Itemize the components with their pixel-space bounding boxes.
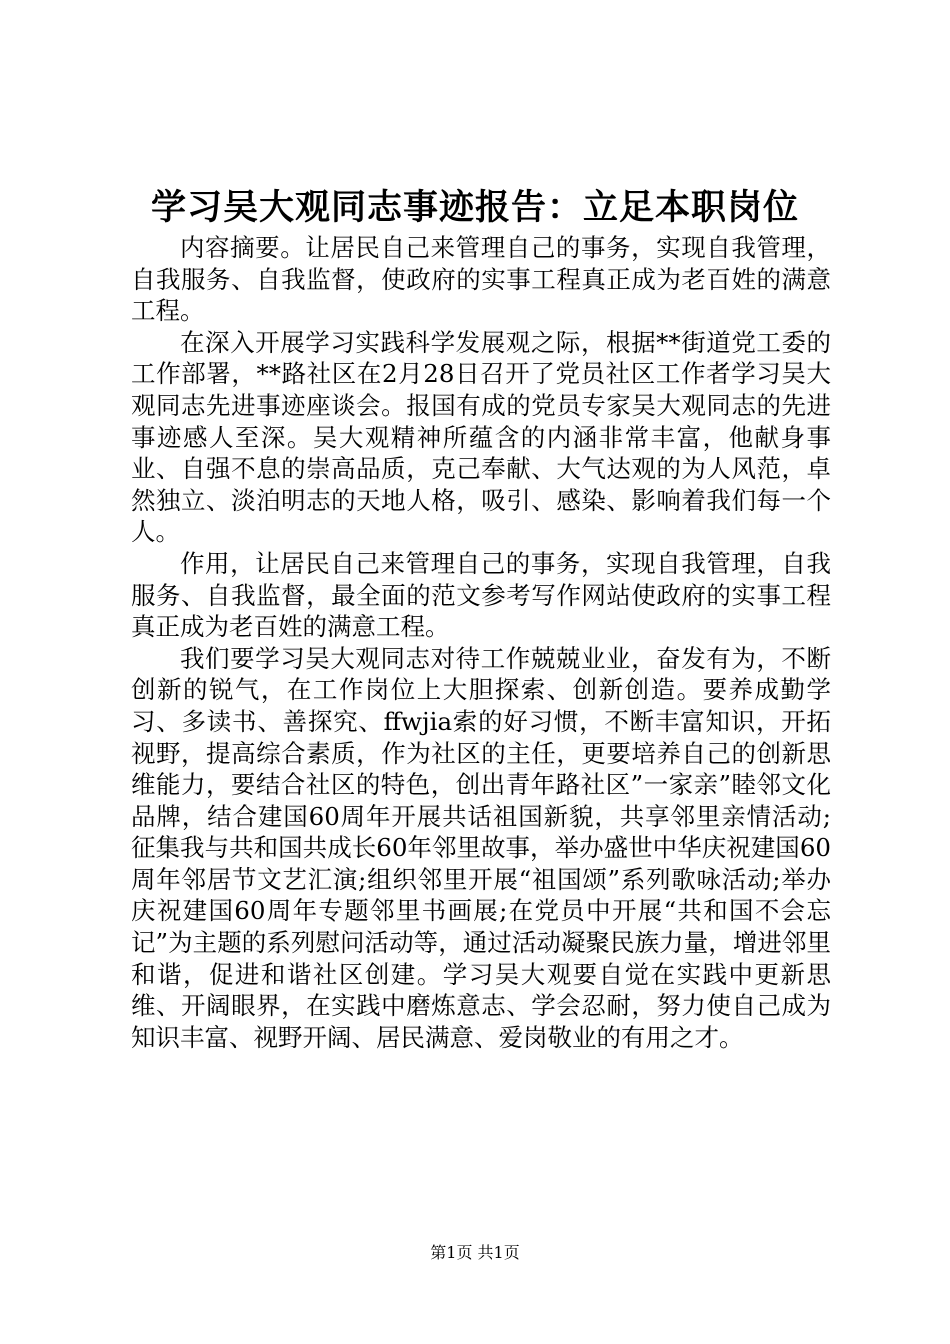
paragraph: 作用，让居民自己来管理自己的事务，实现自我管理，自我服务、自我监督，最全面的范文参考写作网站使政府的实事工程真正成为老百姓的满意工程。: [131, 548, 831, 642]
document-title: 学习吴大观同志事迹报告：立足本职岗位: [150, 187, 799, 228]
paragraph: 内容摘要。让居民自己来管理自己的事务，实现自我管理，自我服务、自我监督，使政府的实事工程真正成为老百姓的满意工程。: [131, 233, 831, 326]
paragraph: 在深入开展学习实践科学发展观之际，根据**街道党工委的工作部署，**路社区在2月28日召开了党员社区工作者学习吴大观同志先进事迹座谈会。报国有成的党员专家吴大观同志的先进事迹感人至深。吴大观精神所蕴含的内涵非常丰富，他献身事业、自强不息的崇高品质，克己奉献、大气达观的为人风范，卓然独立、淡泊明志的天地人格，吸引、感染、影响着我们每一个人。: [131, 327, 831, 547]
paragraph: 我们要学习吴大观同志对待工作兢兢业业，奋发有为，不断创新的锐气，在工作岗位上大胆探索、创新创造。要养成勤学习、多读书、善探究、ffwjia索的好习惯，不断丰富知识，开拓视野，提高综合素质，作为社区的主任，更要培养自己的创新思维能力，要结合社区的特色，创出青年路社区”一家亲”睦邻文化品牌，结合建国60周年开展共话祖国新貌，共享邻里亲情活动;征集我与共和国共成长60年邻里故事，举办盛世中华庆祝建国60周年邻居节文艺汇演;组织邻里开展“祖国颂”系列歌咏活动;举办庆祝建国60周年专题邻里书画展;在党员中开展“共和国不会忘记”为主题的系列慰问活动等，通过活动凝聚民族力量，增进邻里和谐，促进和谐社区创建。学习吴大观要自觉在实践中更新思维、开阔眼界，在实践中磨炼意志、学会忍耐，努力使自己成为知识丰富、视野开阔、居民满意、爱岗敬业的有用之才。: [131, 643, 831, 1052]
document-body: [131, 232, 831, 1053]
page-number-footer: 第1页 共1页: [430, 1243, 520, 1262]
